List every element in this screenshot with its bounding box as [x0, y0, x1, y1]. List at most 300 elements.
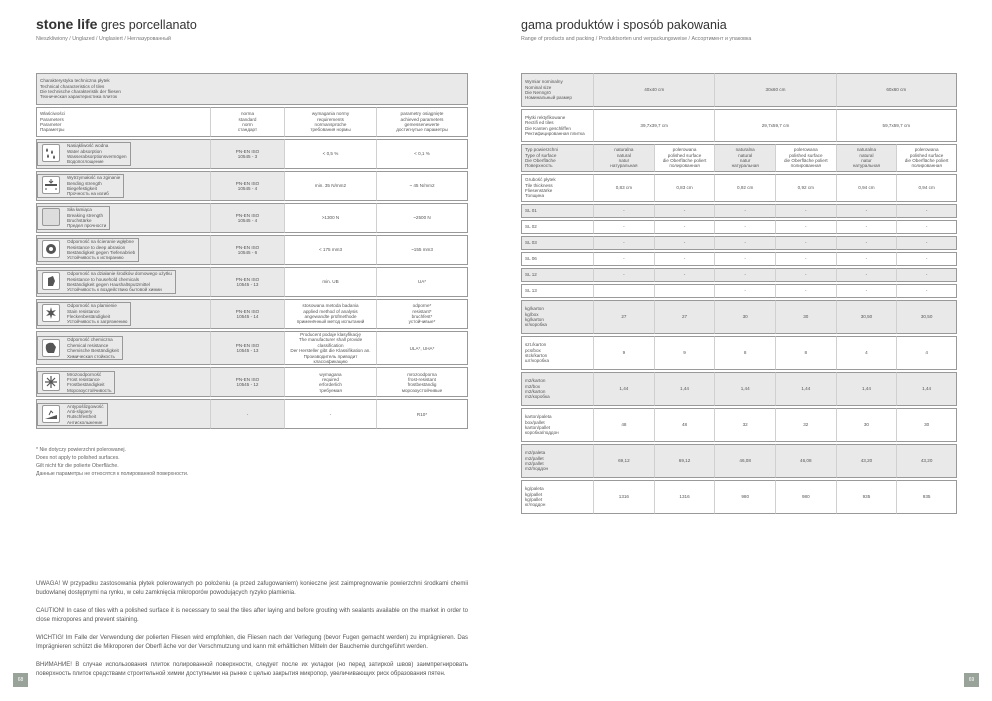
requirement-cell-line: stosowana metoda badania	[302, 303, 359, 309]
availability-cell: -	[775, 204, 836, 218]
requirement-cell-line: wymagana	[319, 371, 342, 377]
requirement-cell	[284, 235, 376, 265]
norm-cell-line: 10545 - 14	[236, 314, 259, 319]
nominal-size: 40x40 cm	[593, 73, 714, 107]
nominal-size-label-line: Nominal size	[525, 84, 552, 90]
achieved-cell-line: frost-resistant	[408, 377, 436, 383]
packing-value: 27	[593, 300, 654, 334]
surface-label-line: Поверхность	[525, 163, 553, 169]
requirement-cell-line: требуемая	[319, 387, 342, 393]
packing-label-line: kg/box	[525, 311, 539, 317]
achieved-cell-line: ~155 mm3	[411, 247, 433, 253]
tech-table-title-line: Die technische charakteristik der fliesen	[40, 89, 121, 94]
chemical-resistance-icon	[42, 339, 60, 357]
icon-cell	[37, 206, 64, 230]
packing-row	[521, 372, 957, 406]
nominal-size-label-line: Номинальный размер	[525, 95, 572, 101]
packing-value: 4	[896, 336, 957, 370]
surface-type-line: натуральная	[852, 163, 881, 169]
tech-row	[36, 367, 468, 397]
warning-pl: UWAGA! W przypadku zastosowania płytek polerowanych po położeniu (a przed zafugowaniem) konieczne jest zaimpregnowanie powierzchni środkami chemii budowlanej dostępnymi na rynku, w celu zamknięcia mikroporów powodujących ryzyko plamienia.	[36, 581, 468, 596]
icon-cell	[37, 270, 64, 294]
param-text	[64, 206, 110, 230]
header-norm	[210, 107, 284, 137]
surface-type	[775, 144, 836, 172]
surface-type-line: natural	[859, 152, 874, 158]
packing-value: 30	[775, 300, 836, 334]
technical-table	[36, 71, 468, 431]
rectified-size: 39,7x39,7 cm	[593, 109, 714, 142]
packing-label-line: m2/поддон	[525, 466, 549, 472]
header-param-line: Parameter	[40, 122, 62, 127]
param-line: Frostbeständigkeit	[67, 382, 105, 388]
packing-value: 30,50	[836, 300, 897, 334]
param-line: Odporność na plamienie	[67, 303, 117, 309]
tech-param-cell	[36, 299, 210, 329]
surface-type-line: natur	[618, 158, 630, 163]
param-text	[64, 371, 115, 395]
achieved-cell-line: ~2500 N	[413, 215, 431, 221]
param-line: Beständigkeit gegen Haushaltsputzmittel	[67, 282, 150, 287]
availability-cell: -	[836, 252, 897, 266]
tech-table-title-line: Charakterystyka techniczna płytek	[40, 78, 110, 84]
thickness-label-line: Толщина	[525, 193, 545, 199]
achieved-cell-line: ~ 45 N/mm2	[409, 183, 435, 189]
header-param-line: Właściwości	[40, 111, 66, 117]
availability-cell: -	[896, 284, 957, 298]
packing-value: 30	[836, 408, 897, 442]
tech-table-title-line: Техническая характеристика плиток	[40, 94, 118, 100]
icon-cell	[37, 403, 64, 427]
packing-value: 8	[714, 336, 775, 370]
requirement-cell-line: required	[322, 377, 339, 383]
surface-type	[714, 144, 775, 172]
packing-value: 4	[836, 336, 897, 370]
packing-value: 980	[714, 480, 775, 514]
packing-value: 30	[714, 300, 775, 334]
packing-label	[521, 372, 593, 406]
availability-cell: -	[714, 284, 775, 298]
availability-cell: -	[593, 268, 654, 282]
surface-type-line: die Oberfläche poliert	[783, 158, 828, 163]
param-line: Rutschfestheit	[67, 414, 97, 420]
packing-label	[521, 480, 593, 514]
surface-label-line: Typ powierzchni	[525, 147, 558, 153]
norm-cell-line: PN-EN ISO	[235, 244, 260, 250]
packing-label-line: box/pallet	[525, 419, 545, 425]
page-number-right: 69	[964, 673, 979, 687]
param-line: Anti-slippery	[67, 409, 93, 415]
availability-cell: -	[593, 252, 654, 266]
norm-cell-line: PN-EN ISO	[235, 148, 260, 154]
availability-cell: -	[775, 284, 836, 298]
tech-row	[36, 399, 468, 429]
requirement-cell	[284, 267, 376, 297]
requirement-cell-line: erforderlich	[319, 382, 342, 388]
packing-label-line: m2/коробка	[525, 394, 550, 400]
availability-cell: -	[654, 268, 715, 282]
packing-label-line: кг/коробка	[525, 322, 547, 328]
requirement-cell-line: применённый метод испытаний	[296, 319, 365, 325]
param-line: Odporność na działanie środków domowego użytku	[67, 271, 172, 277]
packing-value: 43,20	[836, 444, 897, 478]
water-drops-icon	[42, 144, 60, 162]
nominal-size-label-line: Die Nenngrö	[525, 90, 551, 95]
packing-value: 48	[593, 408, 654, 442]
rectified-label	[521, 109, 593, 142]
color-row	[521, 284, 957, 298]
color-name: SL 13	[521, 284, 593, 298]
packing-label	[521, 408, 593, 442]
header-achieved	[376, 107, 468, 137]
range-subtitle: Range of products and packing / Produktsorten und verpackungsweise / Ассортимент и упаковка	[521, 36, 752, 42]
packing-label-line: kg/paleta	[525, 486, 544, 492]
thickness-value: 0,83 cm	[654, 174, 715, 202]
packing-label-line: pcs/box	[525, 347, 541, 353]
tech-param-cell	[36, 235, 210, 265]
availability-cell	[654, 284, 715, 298]
param-line: Химическая стойкость	[67, 353, 115, 359]
rectified-label-line: Die Kanten geschliffen	[525, 125, 571, 131]
tech-param-cell	[36, 399, 210, 429]
availability-cell: -	[896, 220, 957, 234]
icon-cell	[37, 142, 64, 166]
surface-type-line: natur	[739, 158, 751, 163]
tech-param-cell	[36, 367, 210, 397]
availability-cell: -	[654, 236, 715, 250]
catalog-subtitle: Nieszkliwiony / Unglazed / Unglasiert / Неглазурованный	[36, 36, 171, 42]
availability-cell	[593, 284, 654, 298]
norm-cell	[210, 267, 284, 297]
thickness-value: 0,92 cm	[714, 174, 775, 202]
stain-resistance-icon	[42, 304, 60, 322]
param-line: Mrozoodporność	[67, 371, 102, 377]
footnote-line: Данные параметры не относятся к полированной поверхности.	[36, 471, 189, 478]
achieved-cell-line: bruchfest*	[411, 314, 433, 319]
color-row	[521, 220, 957, 234]
param-text	[64, 142, 131, 166]
norm-cell-line: 10545 - 4	[237, 186, 258, 191]
param-text	[64, 174, 124, 198]
packing-label-line: m2/karton	[525, 389, 546, 394]
packing-label-line: karton/pallet	[525, 425, 551, 430]
surface-type-line: natur	[861, 158, 872, 163]
norm-cell-line: 10545 - 13	[236, 348, 259, 354]
achieved-cell-line: устойчивые*	[408, 319, 436, 325]
param-text	[64, 302, 131, 326]
packing-value: 32	[775, 408, 836, 442]
param-line: Odporność chemiczna	[67, 337, 113, 343]
param-line: Морозоустойчивость	[67, 387, 112, 393]
header-requirements	[284, 107, 376, 137]
packing-value: 935	[836, 480, 897, 514]
achieved-cell-line: ULA*, UHA*	[409, 345, 435, 351]
catalog-title-rest: gres porcellanato	[100, 18, 197, 32]
icon-cell	[37, 238, 64, 262]
param-line: Устойчивость к загрязнению	[67, 319, 128, 325]
thickness-value: 0,94 cm	[896, 174, 957, 202]
availability-cell: -	[714, 220, 775, 234]
page-number-left: 68	[13, 673, 28, 687]
packing-label	[521, 444, 593, 478]
packing-value: 1316	[593, 480, 654, 514]
header-param-line: Параметры	[40, 127, 65, 133]
norm-cell-line: 10545 - 6	[237, 250, 258, 255]
blank-icon	[42, 208, 60, 226]
packing-value: 1,44	[593, 372, 654, 406]
surface-type-line: naturalna	[735, 147, 755, 153]
norm-cell-line: 10545 - 3	[237, 154, 258, 159]
achieved-cell	[376, 235, 468, 265]
packing-value: 935	[896, 480, 957, 514]
surface-type	[654, 144, 715, 172]
availability-cell: -	[836, 236, 897, 250]
achieved-cell	[376, 331, 468, 365]
thickness-label	[521, 174, 593, 202]
packing-label-line: кг/поддон	[525, 502, 546, 508]
color-name: SL 06	[521, 252, 593, 266]
rectified-label-line: Płytki rektyfikowane	[525, 114, 566, 120]
param-line: Wytrzymałość na zginanie	[67, 175, 121, 181]
packing-row	[521, 444, 957, 478]
param-text	[64, 238, 139, 262]
surface-type-line: polished surface	[667, 152, 702, 158]
packing-row	[521, 408, 957, 442]
color-name: SL 02	[521, 220, 593, 234]
nominal-size: 60x60 cm	[836, 73, 957, 107]
tech-row	[36, 203, 468, 233]
norm-cell-line: 10545 - 4	[237, 218, 258, 223]
catalog-title: stone life	[36, 16, 98, 32]
surface-type	[593, 144, 654, 172]
surface-type-line: натуральная	[610, 163, 638, 169]
nominal-size-label	[521, 73, 593, 107]
norm-cell	[210, 171, 284, 201]
icon-cell	[37, 174, 64, 198]
param-line: Прочность на изгиб	[67, 191, 109, 197]
achieved-cell-line: морозоустойчивые	[401, 387, 443, 393]
norm-cell	[210, 331, 284, 365]
param-line: Chemische Beständigkeit	[67, 348, 119, 354]
packing-value: 9	[654, 336, 715, 370]
header-param	[36, 107, 210, 137]
requirement-cell-line: Der Hersteller gibt die Klassifikation an.	[290, 348, 371, 354]
param-line: Водопоглощение	[67, 159, 104, 165]
packing-value: 48	[654, 408, 715, 442]
param-line: Water absorption	[67, 148, 102, 154]
header-requirements-line: requirements	[317, 116, 344, 122]
requirement-cell-line: Производитель приводит классификацию	[303, 353, 358, 365]
surface-type-line: natural	[738, 152, 753, 158]
surface-label-line: Die Oberfläche	[525, 158, 556, 163]
param-line: Устойчивость к воздействию бытовой химии	[67, 287, 162, 293]
availability-cell: -	[593, 220, 654, 234]
surface-type-line: полированная	[669, 163, 700, 169]
param-line: Odporność na ścieranie wgłębne	[67, 239, 134, 245]
thickness-label-line: Grubość płytek	[525, 177, 556, 183]
frost-resistance-icon	[42, 373, 60, 391]
packing-label-line: m2/paleta	[525, 450, 546, 456]
thickness-value: 0,92 cm	[775, 174, 836, 202]
norm-cell	[210, 139, 284, 169]
color-name: SL 03	[521, 236, 593, 250]
param-line: Resistance to deep abrasion	[67, 244, 126, 250]
packing-row	[521, 300, 957, 334]
packing-label-line: шт/коробка	[525, 358, 550, 364]
norm-cell	[210, 367, 284, 397]
packing-label-line: m2/pallet	[525, 455, 544, 461]
packing-label	[521, 336, 593, 370]
achieved-cell	[376, 267, 468, 297]
availability-cell: -	[775, 236, 836, 250]
surface-type-line: die Oberfläche poliert	[662, 158, 707, 163]
param-line: Nasiąkliwość wodna	[67, 143, 109, 149]
availability-cell: -	[714, 236, 775, 250]
range-title: gama produktów i sposób pakowania	[521, 18, 727, 32]
tech-row	[36, 139, 468, 169]
requirement-cell-line: < 175 mm3	[318, 247, 343, 253]
header-norm-line: norma	[240, 111, 255, 117]
requirement-cell	[284, 203, 376, 233]
packing-label-line: kg/karton	[525, 317, 544, 322]
achieved-cell-line: R10*	[416, 411, 428, 417]
requirement-cell	[284, 299, 376, 329]
param-text	[64, 403, 108, 427]
requirement-cell-line: min. UB	[322, 279, 339, 285]
color-name: SL 01	[521, 204, 593, 218]
availability-cell: -	[896, 236, 957, 250]
param-line: Resistance to household chemicals	[67, 276, 140, 282]
surface-type-line: polerowana	[914, 147, 939, 153]
packing-value: 32	[714, 408, 775, 442]
achieved-cell	[376, 139, 468, 169]
param-line: Biegefestigkeit	[67, 186, 97, 191]
warning-text	[36, 580, 468, 688]
footnote-line: Does not apply to polished surfaces.	[36, 455, 120, 462]
norm-cell	[210, 235, 284, 265]
packing-value: 1316	[654, 480, 715, 514]
thickness-value: 0,94 cm	[836, 174, 897, 202]
warning-de: WICHTIG! Im Falle der Verwendung der polierten Fliesen wird empfohlen, die Fliesen nach der Verlegung (bevor Fugen gemacht werden) zu imprägnieren. Das Imprägnieren schützt die Mikroporen der Oberfl äche vor der Verschmutzung und kann mit erhältlichen Mitteln der Bauchemie durchgeführt werden.	[36, 635, 468, 650]
availability-cell: -	[714, 268, 775, 282]
surface-type	[896, 144, 957, 172]
color-name: SL 12	[521, 268, 593, 282]
surface-type-line: naturalna	[614, 147, 634, 153]
deep-abrasion-icon	[42, 240, 60, 258]
availability-cell: -	[593, 204, 654, 218]
packing-label-line: szt./karton	[525, 342, 547, 348]
packing-value: 69,12	[593, 444, 654, 478]
nominal-size: 30x60 cm	[714, 73, 835, 107]
rectified-size: 29,7x59,7 cm	[714, 109, 835, 142]
packing-value: 46,08	[714, 444, 775, 478]
param-line: Antypoślizgowość	[67, 403, 104, 409]
rectified-label-line: Ректифицированная плитка	[525, 130, 585, 136]
tech-param-cell	[36, 331, 210, 365]
achieved-cell	[376, 299, 468, 329]
surface-type-line: натуральная	[731, 163, 759, 169]
achieved-cell	[376, 171, 468, 201]
surface-type-line: polished surface	[909, 152, 944, 158]
household-chemicals-icon	[42, 272, 60, 290]
icon-cell	[37, 336, 64, 360]
packing-value: 1,44	[775, 372, 836, 406]
nominal-size-label-line: Wymiar nominalny	[525, 79, 563, 85]
availability-cell: -	[836, 284, 897, 298]
header-param-line: Parameters	[40, 116, 64, 122]
requirement-cell-line: Producent podaje klasyfikację	[300, 332, 361, 337]
tech-param-cell	[36, 267, 210, 297]
achieved-cell	[376, 203, 468, 233]
tech-param-cell	[36, 203, 210, 233]
packing-label-line: karton/paleta	[525, 414, 552, 420]
left-header	[36, 16, 197, 42]
surface-type-line: naturalna	[856, 147, 877, 153]
requirement-cell-line: < 0,5 %	[322, 151, 339, 157]
surface-label-line: Type of surface	[525, 152, 557, 158]
norm-cell-line: PN-EN ISO	[235, 308, 260, 314]
availability-cell: -	[714, 252, 775, 266]
param-line: Beständigkeit gegen Tiefenabrieb	[67, 250, 136, 255]
surface-type-line: polerowana	[672, 147, 697, 153]
thickness-label-line: Fliesenstärke	[525, 188, 553, 193]
surface-type-line: die Oberfläche poliert	[904, 158, 949, 163]
availability-cell: -	[654, 252, 715, 266]
param-line: Siła łamiąca	[67, 207, 92, 213]
availability-cell: -	[836, 268, 897, 282]
norm-cell-line: PN-EN ISO	[235, 180, 260, 186]
tech-title-fill	[210, 73, 468, 105]
color-row	[521, 268, 957, 282]
norm-cell-line: PN-EN ISO	[235, 276, 260, 282]
availability-cell: -	[593, 236, 654, 250]
norm-cell	[210, 399, 284, 429]
achieved-cell-line: mrozoodporna	[407, 371, 437, 377]
param-text	[64, 336, 123, 360]
packing-value: 30,50	[896, 300, 957, 334]
requirement-cell-line: >1300 N	[321, 215, 340, 221]
achieved-cell-line: < 0,1 %	[414, 151, 430, 157]
tech-row	[36, 267, 468, 297]
norm-cell-line: PN-EN ISO	[235, 342, 260, 348]
packing-label-line: m2/karton	[525, 378, 546, 384]
packing-value: 9	[593, 336, 654, 370]
availability-cell: -	[654, 204, 715, 218]
requirement-cell	[284, 139, 376, 169]
availability-cell: -	[896, 204, 957, 218]
surface-type-line: полированная	[911, 163, 942, 169]
norm-cell	[210, 203, 284, 233]
packing-value: 1,44	[836, 372, 897, 406]
requirement-cell-line: The manufacturer shall provide classification	[298, 337, 363, 348]
availability-cell: -	[896, 252, 957, 266]
rectified-label-line: Rectifi ed tiles	[525, 120, 554, 126]
header-requirements-line: normansprüche	[314, 122, 347, 127]
surface-type-line: полированная	[790, 163, 821, 169]
color-row	[521, 252, 957, 266]
footnote-line: * Nie dotyczy powierzchni polerowanej.	[36, 447, 126, 453]
packing-value: 1,44	[714, 372, 775, 406]
surface-type-line: polerowana	[793, 147, 818, 153]
anti-slippery-icon	[42, 405, 60, 423]
norm-cell	[210, 299, 284, 329]
achieved-cell-line: odporne*	[412, 303, 432, 309]
header-achieved-line: parametry osiągnięte	[400, 111, 444, 117]
packing-label-line: m2/box	[525, 383, 541, 389]
header-requirements-line: wymagania normy	[311, 111, 350, 117]
param-line: Breaking strength	[67, 212, 104, 218]
packing-label-line: коробка/поддон	[525, 430, 559, 436]
